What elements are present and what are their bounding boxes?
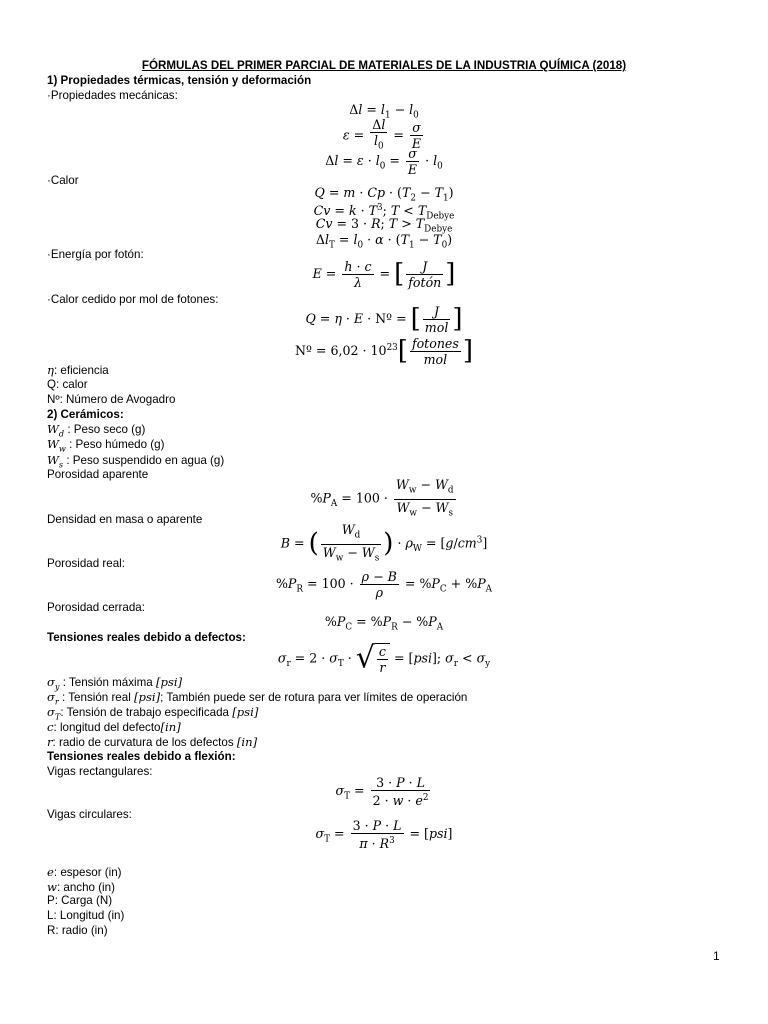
section-1-heading: 1) Propiedades térmicas, tensión y deformación	[47, 74, 312, 87]
legend-w: w: ancho (in)	[47, 880, 115, 894]
label-porosidad-aparente: Porosidad aparente	[47, 468, 149, 481]
legend-r: r: radio de curvatura de los defectos [in]	[47, 735, 258, 749]
legend-eta: η: eficiencia	[47, 363, 109, 377]
subsection-calor-cedido: ·Calor cedido por mol de fotones:	[47, 293, 219, 306]
heading-tensiones-defectos: Tensiones reales debido a defectos:	[47, 631, 246, 644]
formula-closed-porosity: $\%P_C = \%P_R - \%P_A$	[324, 614, 444, 633]
legend-l: L: Longitud (in)	[47, 909, 125, 922]
subsection-calor: ·Calor	[47, 174, 79, 187]
formula-cv-debye-high: Cv = 3 · R; $T > T_{Debye}$	[315, 216, 453, 235]
legend-sigma-r: $\sigma_r$ : Tensión real [psi]; También puede ser de rotura para ver límites de operación	[47, 690, 468, 707]
formula-avogadro: Nº = $6,02 \cdot 10^{23}$[ $\frac{\text{fotones}}{\text{mol}}$ ]	[294, 336, 474, 367]
legend-q: Q: calor	[47, 378, 88, 391]
legend-sigma-t: $\sigma_T$: Tensión de trabajo especificada [psi]	[47, 705, 259, 722]
label-porosidad-cerrada: Porosidad cerrada:	[47, 601, 145, 614]
legend-c: c: longitud del defecto[in]	[47, 720, 181, 734]
legend-avogadro: Nº: Número de Avogadro	[47, 393, 176, 406]
page-number: 1	[713, 949, 720, 963]
formula-circ-beam: $\sigma_T$ = $\frac{3 \cdot P \cdot L}{\pi \cdot R^3}$ = [psi]	[315, 818, 453, 852]
legend-radius: R: radio (in)	[47, 924, 108, 937]
subsection-mecanicas: ·Propiedades mecánicas:	[47, 89, 178, 102]
legend-e: e: espesor (in)	[47, 865, 122, 879]
formula-heat-photons: Q = η · E · Nº = [ $\frac{J}{\text{mol}}$ ]	[305, 304, 463, 335]
formula-rect-beam: $\sigma_T$ = $\frac{3 \cdot P \cdot L}{2 \cdot w \cdot e^2}$	[335, 775, 429, 809]
legend-wd: $W_d$ : Peso seco (g)	[47, 422, 146, 439]
formula-apparent-porosity: $\%P_A = 100$ · $\frac{W_w - W_d}{W_w - W_s}$	[0, 477, 768, 521]
legend-p: P: Carga (N)	[47, 894, 113, 907]
label-porosidad-real: Porosidad real:	[47, 557, 125, 570]
subsection-energia-foton: ·Energía por fotón:	[47, 248, 144, 261]
formula-defect-stress: $\sigma_r = 2 \cdot \sigma_T$ · √ $\frac{c}{r}$ = [psi]; $\sigma_r < \sigma_y$	[277, 640, 491, 676]
legend-sigma-y: $\sigma_y$ : Tensión máxima [psi]	[47, 675, 183, 692]
page-title: FÓRMULAS DEL PRIMER PARCIAL DE MATERIALES DE LA INDUSTRIA QUÍMICA (2018)	[141, 59, 627, 72]
legend-ww: $W_w$ : Peso húmedo (g)	[47, 437, 165, 454]
formula-thermal-expansion: $\Delta l_T = l_0 \cdot \alpha \cdot (T_1 - T_0)$	[315, 232, 453, 251]
label-densidad: Densidad en masa o aparente	[47, 513, 203, 526]
label-vigas-rectangulares: Vigas rectangulares:	[47, 765, 153, 778]
legend-ws: $W_s$ : Peso suspendido en agua (g)	[47, 453, 225, 470]
label-vigas-circulares: Vigas circulares:	[47, 808, 132, 821]
heading-tensiones-flexion: Tensiones reales debido a flexión:	[47, 750, 236, 763]
formula-delta-l: $\Delta l = l_1 - l_0$	[349, 102, 419, 121]
formula-photon-energy: E = $\frac{h \cdot c}{\lambda}$ = [ $\frac{J}{\text{fotón}}$ ]	[312, 259, 456, 290]
formula-real-porosity: $\%P_R = 100$ · $\frac{\rho - B}{\rho}$ = $\%P_C + \%P_A$	[275, 569, 493, 600]
section-2-heading: 2) Cerámicos:	[47, 408, 124, 421]
formula-bulk-density: B = ( $\frac{W_d}{W_w - W_s}$ ) · $\rho_W = [g/cm^3]$	[0, 522, 768, 566]
formula-strain: ε = $\frac{\Delta l}{l_0}$ = $\frac{\sigma}{E}$	[0, 117, 768, 155]
formula-delta-l-strain: $\Delta l = \varepsilon \cdot l_0$ = $\frac{\sigma}{E}$ · $l_0$	[325, 146, 443, 177]
formula-cv-debye-low: $Cv = k \cdot T^3$; $T < T_{Debye}$	[313, 203, 455, 222]
formula-heat: $Q = m \cdot Cp \cdot (T_2 - T_1)$	[314, 185, 454, 204]
